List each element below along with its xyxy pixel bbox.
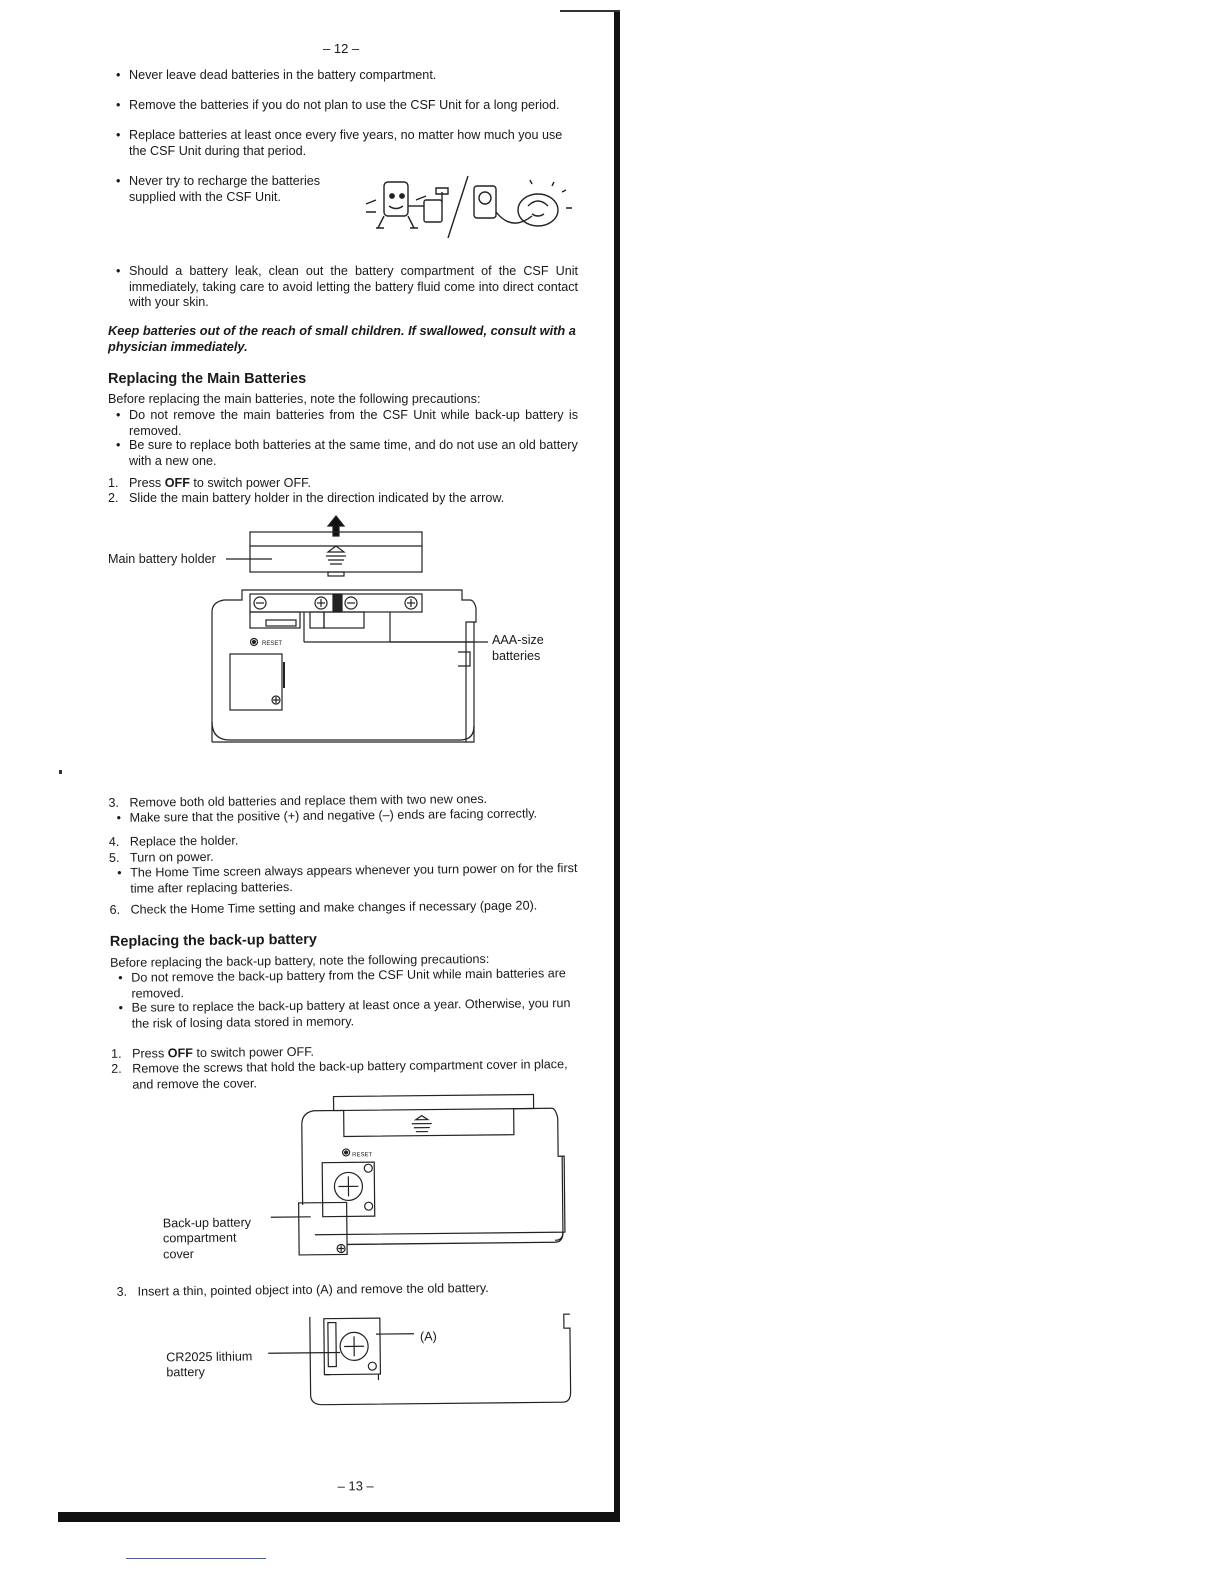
step-number: 2. bbox=[111, 1061, 122, 1076]
page-number-bottom: – 13 – bbox=[337, 1478, 374, 1494]
main-batteries-heading: Replacing the Main Batteries bbox=[108, 371, 307, 387]
precaution-item: • Remove the batteries if you do not plan to use the CSF Unit for a long period. bbox=[129, 98, 589, 114]
main-precaution: • Do not remove the main batteries from the CSF Unit while back-up battery is removed. bbox=[129, 408, 578, 439]
step-text: Remove the screws that hold the back-up battery compartment cover in place, and remove the cover. bbox=[132, 1057, 568, 1092]
label-cr2025-battery: CR2025 lithium bbox=[166, 1349, 253, 1365]
main-intro: Before replacing the main batteries, note the following precautions: bbox=[108, 392, 481, 406]
step-number: 1. bbox=[108, 476, 119, 490]
off-key-label: OFF bbox=[167, 1046, 194, 1061]
off-key-label: OFF bbox=[164, 476, 190, 490]
step-text: Replace the holder. bbox=[129, 833, 239, 849]
label-main-battery-holder: Main battery holder bbox=[108, 552, 216, 566]
step-number: 6. bbox=[109, 902, 121, 917]
label-aaa-batteries: AAA-size bbox=[492, 633, 544, 647]
label-cr2025-battery: battery bbox=[166, 1364, 205, 1380]
step-number: 1. bbox=[110, 1046, 122, 1061]
label-aaa-batteries: batteries bbox=[492, 649, 541, 663]
main-precaution: • Be sure to replace both batteries at the same time, and do not use an old battery with a new one. bbox=[129, 438, 578, 469]
backup-step-3 bbox=[116, 1280, 592, 1300]
step-text: Turn on power. bbox=[129, 849, 214, 865]
backup-intro: Before replacing the back-up battery, note the following precautions: bbox=[110, 951, 490, 970]
main-step-5-bullet: • The Home Time screen always appears whenever you turn power on for the first time after replacing batteries. bbox=[130, 861, 585, 897]
step-number: 4. bbox=[108, 834, 120, 849]
step-text: Insert a thin, pointed object into (A) and remove the old battery. bbox=[137, 1280, 489, 1299]
backup-precaution: • Be sure to replace the back-up battery at least once a year. Otherwise, you run the risk of losing data stored in memory. bbox=[131, 996, 586, 1032]
backup-precaution: • Do not remove the back-up battery from the CSF Unit while main batteries are removed. bbox=[131, 966, 586, 1002]
label-backup-cover: cover bbox=[163, 1247, 195, 1262]
reset-label: RESET bbox=[352, 1152, 373, 1159]
step-number: 2. bbox=[108, 491, 119, 505]
main-step-3-bullet: • Make sure that the positive (+) and negative (–) ends are facing correctly. bbox=[129, 806, 589, 826]
backup-battery-diagram bbox=[261, 1092, 573, 1265]
battery-removal-diagram bbox=[264, 1306, 585, 1409]
label-backup-cover: compartment bbox=[162, 1230, 237, 1246]
step-text: Check the Home Time setting and make changes if necessary (page 20). bbox=[130, 898, 538, 917]
step-text: Remove both old batteries and replace them with two new ones. bbox=[129, 791, 488, 810]
step-number: 3. bbox=[116, 1284, 128, 1299]
backup-battery-heading: Replacing the back-up battery bbox=[109, 931, 318, 950]
step-number: 5. bbox=[108, 850, 120, 865]
reset-label: RESET bbox=[262, 641, 283, 647]
precaution-item: • Never leave dead batteries in the battery compartment. bbox=[129, 68, 589, 84]
precaution-item: • Should a battery leak, clean out the battery compartment of the CSF Unit immediately, taking care to avoid letting the battery fluid come into direct contact with your skin. bbox=[129, 264, 578, 311]
step-text: to switch power OFF. bbox=[192, 1044, 315, 1061]
step-number: 3. bbox=[108, 795, 120, 810]
step-text: Press bbox=[129, 476, 165, 490]
label-point-a: (A) bbox=[419, 1329, 437, 1344]
label-backup-cover: Back-up battery bbox=[162, 1215, 252, 1231]
step-text: to switch power OFF. bbox=[189, 476, 311, 490]
precaution-item: • Replace batteries at least once every five years, no matter how much you use the CSF Unit during that period. bbox=[129, 128, 581, 159]
precaution-item: • Never try to recharge the batteries supplied with the CSF Unit. bbox=[129, 174, 355, 205]
page-number-top: – 12 – bbox=[323, 41, 360, 56]
step-text: Slide the main battery holder in the direction indicated by the arrow. bbox=[129, 491, 505, 505]
main-step-6 bbox=[109, 898, 590, 918]
step-text: Press bbox=[131, 1046, 168, 1061]
backup-step-2 bbox=[111, 1057, 587, 1093]
child-warning: Keep batteries out of the reach of small children. If swallowed, consult with a physician immediately. bbox=[108, 323, 576, 354]
